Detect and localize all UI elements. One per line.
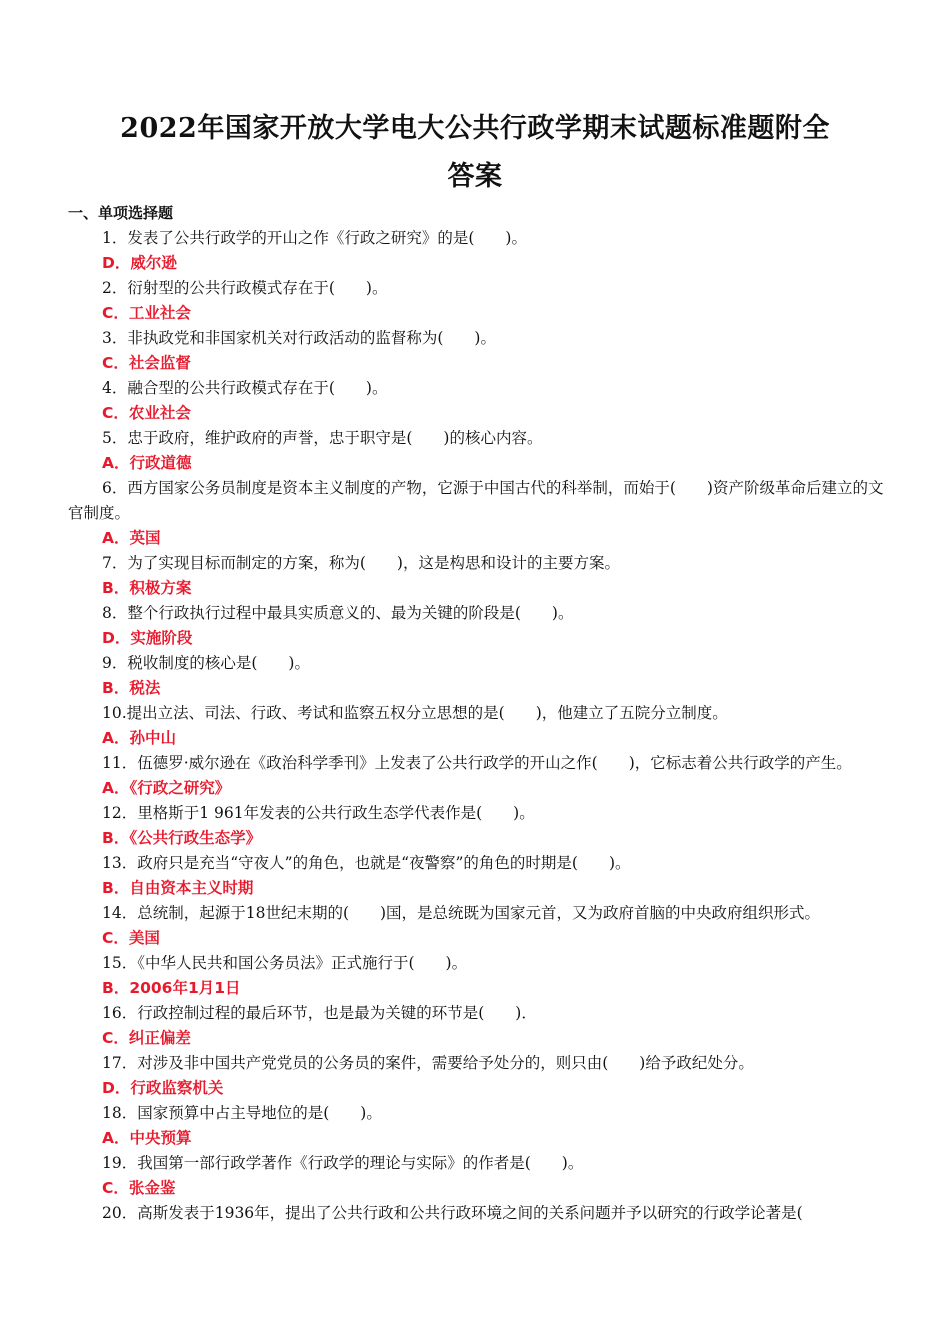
answer-19: C．张金鉴 (102, 1179, 176, 1197)
question-20: 20．高斯发表于1936年，提出了公共行政和公共行政环境之间的关系问题并予以研究的行政学论著是( (102, 1204, 803, 1222)
section-heading: 一、单项选择题 (68, 204, 174, 222)
answer-4: C．农业社会 (102, 404, 191, 422)
question-6: 6．西方国家公务员制度是资本主义制度的产物，它源于中国古代的科举制，而始于( )资产阶级革命后建立的文官制度。 (68, 479, 884, 522)
question-16: 16．行政控制过程的最后环节，也是最为关键的环节是( )． (102, 1004, 537, 1022)
answer-1: D．威尔逊 (102, 254, 177, 272)
question-1: 1．发表了公共行政学的开山之作《行政之研究》的是( )。 (102, 229, 527, 247)
answer-11: A．《行政之研究》 (102, 779, 231, 797)
answer-9: B．税法 (102, 679, 161, 697)
answer-18: A．中央预算 (102, 1129, 192, 1147)
answer-7: B．积极方案 (102, 579, 192, 597)
question-14: 14．总统制，起源于18世纪末期的( )国，是总统既为国家元首，又为政府首脑的中央政府组织形式。 (102, 904, 821, 922)
question-11: 11．伍德罗·威尔逊在《政治科学季刊》上发表了公共行政学的开山之作( )，它标志着公共行政学的产生。 (102, 754, 852, 772)
question-7: 7．为了实现目标而制定的方案，称为( )，这是构思和设计的主要方案。 (102, 554, 620, 572)
question-17: 17．对涉及非中国共产党党员的公务员的案件，需要给予处分的，则只由( )给予政纪处分。 (102, 1054, 754, 1072)
answer-16: C．纠正偏差 (102, 1029, 191, 1047)
answer-2: C．工业社会 (102, 304, 191, 322)
answer-10: A．孙中山 (102, 729, 176, 747)
question-18: 18．国家预算中占主导地位的是( )。 (102, 1104, 382, 1122)
question-4: 4．融合型的公共行政模式存在于( )。 (102, 379, 388, 397)
question-8: 8．整个行政执行过程中最具实质意义的、最为关键的阶段是( )。 (102, 604, 574, 622)
question-10: 10.提出立法、司法、行政、考试和监察五权分立思想的是( )，他建立了五院分立制度。 (102, 704, 728, 722)
answer-12: B．《公共行政生态学》 (102, 829, 262, 847)
answer-17: D．行政监察机关 (102, 1079, 224, 1097)
question-2: 2．衍射型的公共行政模式存在于( )。 (102, 279, 388, 297)
question-3: 3．非执政党和非国家机关对行政活动的监督称为( )。 (102, 329, 496, 347)
question-13: 13．政府只是充当“守夜人”的角色，也就是“夜警察”的角色的时期是( )。 (102, 854, 631, 872)
question-list (68, 226, 886, 1226)
question-12: 12．里格斯于1 961年发表的公共行政生态学代表作是( )。 (102, 804, 535, 822)
answer-13: B．自由资本主义时期 (102, 879, 254, 897)
question-15: 15．《中华人民共和国公务员法》正式施行于( )。 (102, 954, 468, 972)
document-title-line1: 2022年国家开放大学电大公共行政学期末试题标准题附全 (120, 113, 830, 144)
answer-15: B．2006年1月1日 (102, 979, 241, 997)
answer-5: A．行政道德 (102, 454, 192, 472)
answer-6: A．英国 (102, 529, 161, 547)
question-19: 19．我国第一部行政学著作《行政学的理论与实际》的作者是( )。 (102, 1154, 584, 1172)
answer-14: C．美国 (102, 929, 160, 947)
answer-8: D．实施阶段 (102, 629, 193, 647)
document-title-line2: 答案 (447, 161, 503, 192)
answer-3: C．社会监督 (102, 354, 191, 372)
question-5: 5．忠于政府，维护政府的声誉，忠于职守是( )的核心内容。 (102, 429, 543, 447)
question-9: 9．税收制度的核心是( )。 (102, 654, 310, 672)
